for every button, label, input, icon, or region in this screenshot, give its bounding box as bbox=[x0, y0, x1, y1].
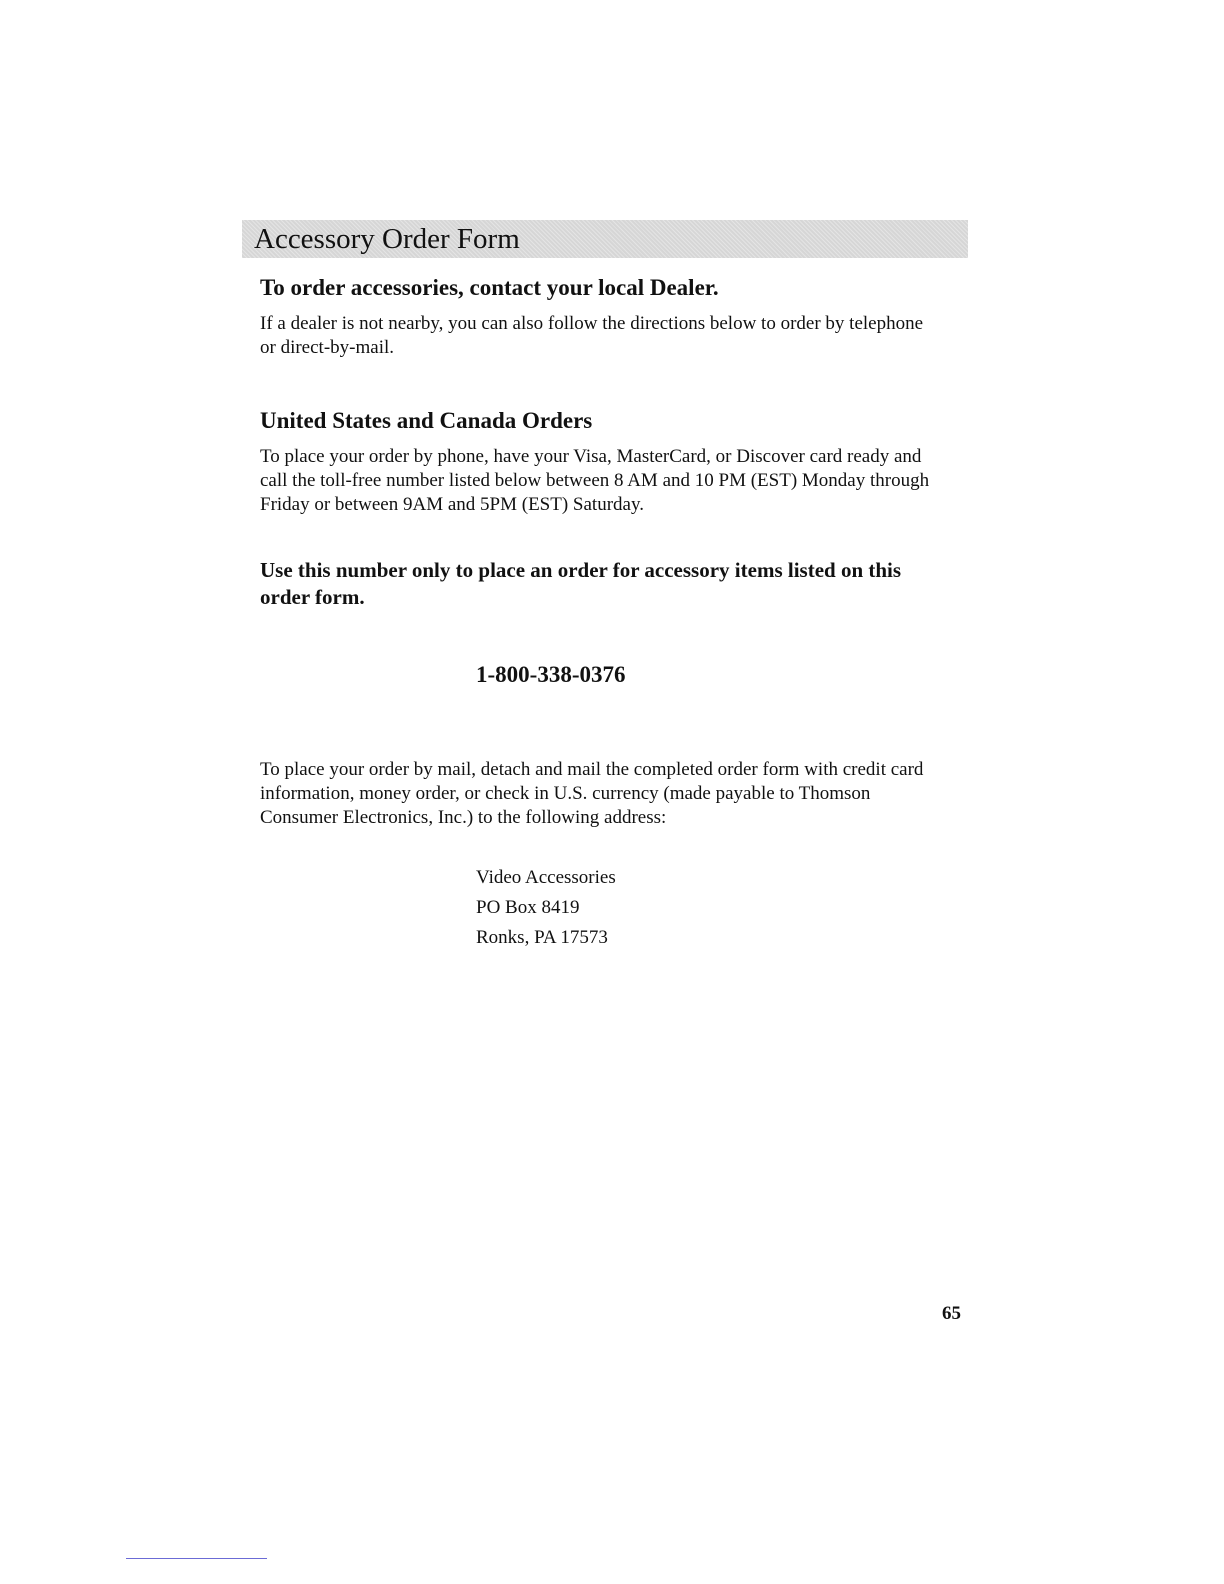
footer-divider bbox=[126, 1558, 267, 1559]
page-number: 65 bbox=[942, 1303, 961, 1324]
dealer-heading: To order accessories, contact your local Dealer. bbox=[260, 275, 719, 300]
address-line-2: PO Box 8419 bbox=[476, 897, 580, 918]
us-canada-heading: United States and Canada Orders bbox=[260, 408, 593, 433]
dealer-body: If a dealer is not nearby, you can also follow the directions below to order by telephone or direct-by-mail. bbox=[260, 313, 924, 358]
page-title: Accessory Order Form bbox=[254, 223, 520, 255]
us-canada-body: To place your order by phone, have your Visa, MasterCard, or Discover card ready and call the toll-free number listed below between 8 AM and 10 PM (EST) Monday through Friday or between 9AM and 5PM (EST) Saturday. bbox=[260, 446, 930, 515]
mail-order-body: To place your order by mail, detach and mail the completed order form with credit card information, money order, or check in U.S. currency (made payable to Thomson Consumer Electronics, Inc.) to the following address: bbox=[260, 759, 924, 828]
address-line-3: Ronks, PA 17573 bbox=[476, 927, 608, 948]
section-title-bar bbox=[242, 220, 968, 258]
toll-free-number: 1-800-338-0376 bbox=[476, 662, 626, 687]
address-line-1: Video Accessories bbox=[476, 867, 616, 888]
order-number-notice: Use this number only to place an order for accessory items listed on this order form. bbox=[260, 558, 902, 609]
